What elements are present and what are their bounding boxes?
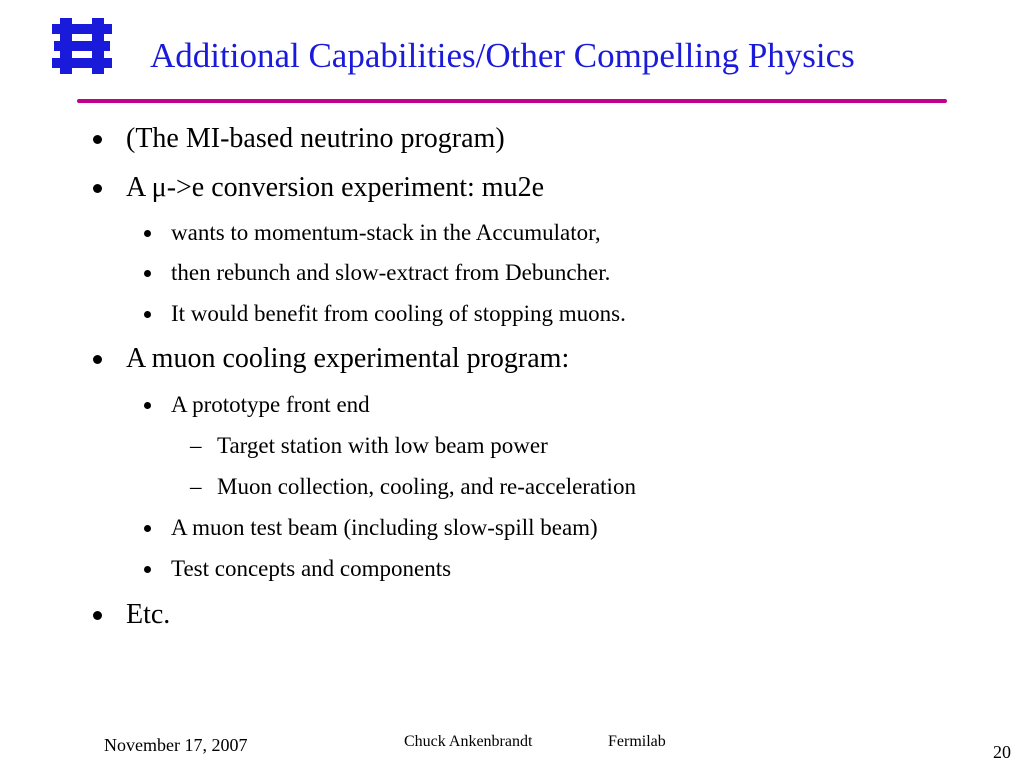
bullet-item-level-1 <box>126 598 170 632</box>
bullet-item-level-2 <box>171 219 601 247</box>
bullet-text: A μ->e conversion experiment: mu2e <box>126 172 545 203</box>
bullet-text: Target station with low beam power <box>217 433 548 458</box>
bullet-text: Test concepts and components <box>171 556 452 581</box>
bullet-dot-icon <box>93 135 102 144</box>
bullet-dot-icon <box>144 230 151 237</box>
bullet-text: Etc. <box>126 599 171 630</box>
bullet-text: A prototype front end <box>171 392 370 417</box>
bullet-text: wants to momentum-stack in the Accumulator, <box>171 220 601 245</box>
dash-marker-icon: – <box>190 474 202 499</box>
slide-title: Additional Capabilities/Other Compelling Physics <box>150 36 855 75</box>
bullet-item-level-2 <box>171 300 626 328</box>
bullet-item-level-2 <box>171 259 610 287</box>
bullet-dot-icon <box>93 184 102 193</box>
bullet-text: Muon collection, cooling, and re-acceleration <box>217 474 636 499</box>
bullet-text: then rebunch and slow-extract from Debuncher. <box>171 260 611 285</box>
bullet-text: A muon cooling experimental program: <box>126 343 570 374</box>
bullet-item-level-2 <box>171 555 451 583</box>
footer-date: November 17, 2007 <box>104 735 248 755</box>
bullet-dot-icon <box>93 611 102 620</box>
bullet-text: A muon test beam (including slow-spill beam) <box>171 515 598 540</box>
bullet-text: It would benefit from cooling of stopping muons. <box>171 301 626 326</box>
bullet-item-level-3 <box>190 432 548 460</box>
dash-marker-icon: – <box>190 433 202 458</box>
bullet-item-level-3 <box>190 473 636 501</box>
bullet-dot-icon <box>144 402 151 409</box>
bullet-item-level-1 <box>126 122 505 156</box>
bullet-dot-icon <box>144 311 151 318</box>
bullet-dot-icon <box>144 270 151 277</box>
bullet-dot-icon <box>144 525 151 532</box>
bullet-item-level-2 <box>171 391 370 419</box>
page-number: 20 <box>993 742 1011 762</box>
bullet-item-level-2 <box>171 514 598 542</box>
bullet-dot-icon <box>93 355 102 364</box>
bullet-dot-icon <box>144 566 151 573</box>
footer-organization: Fermilab <box>608 733 666 750</box>
bullet-item-level-1 <box>126 171 544 205</box>
footer-author: Chuck Ankenbrandt <box>404 733 533 750</box>
bullet-text: (The MI-based neutrino program) <box>126 123 505 154</box>
bullet-item-level-1 <box>126 342 569 376</box>
